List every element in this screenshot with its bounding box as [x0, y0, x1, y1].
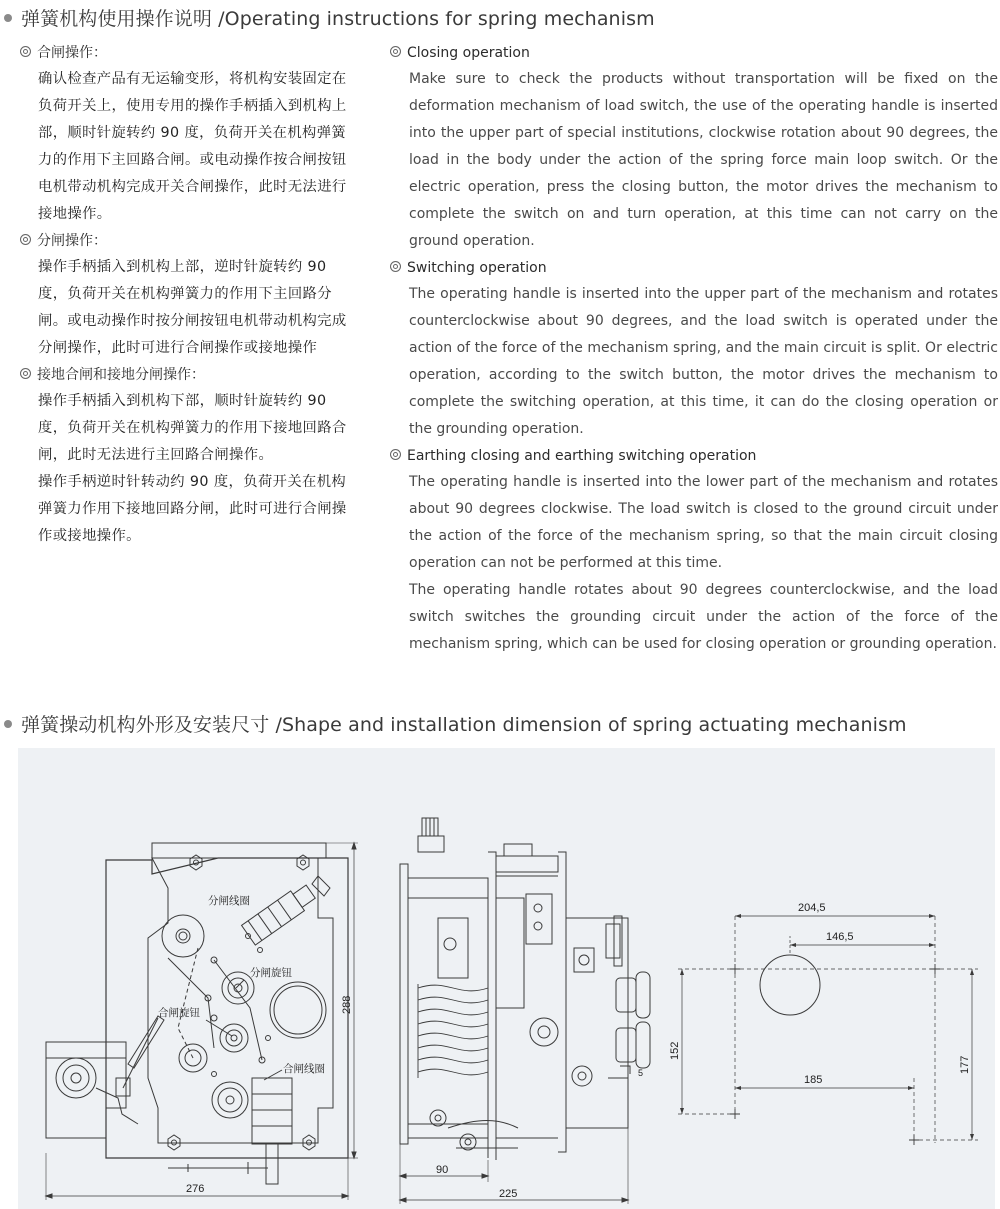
- cn-heading: [20, 228, 360, 254]
- cn-heading: [20, 362, 360, 388]
- front-view: [46, 843, 358, 1200]
- circle-bullet-icon: [390, 46, 401, 57]
- cn-paragraph: 操作手柄插入到机构上部，逆时针旋转约 90 度，负荷开关在机构弹簧力的作用下主回路分闸。或电动操作时按分闸按钮电机带动机构完成分闸操作，此时可进行合闸操作或接地操作: [38, 259, 347, 356]
- section-title-operating-instructions: [4, 4, 655, 31]
- cn-closing: [20, 40, 360, 228]
- label-open-knob: 分闸旋钮: [250, 967, 292, 979]
- cn-heading-text: 接地合闸和接地分闸操作：: [37, 367, 205, 383]
- bullet-icon: [4, 14, 12, 22]
- mechanism-drawing-svg: [18, 748, 995, 1209]
- cn-earthing: [20, 362, 360, 550]
- label-close-coil: 合闸线圈: [283, 1063, 325, 1075]
- circle-bullet-icon: [390, 261, 401, 272]
- dim-side-small: 5: [638, 1068, 644, 1078]
- en-paragraph: Make sure to check the products without transportation will be fixed on the deformation mechanism of load switch, the use of the operating handle is inserted into the upper part of special institutions, clockwise rotation about 90 degrees, the load in the body under the action of the spring force main loop switch. Or the electric operation, press the closing button, the motor drives the mechanism to complete the switch on and turn operation, at this time can not carry on the ground operation.: [409, 71, 998, 249]
- en-earthing: [390, 443, 998, 658]
- cn-paragraph: 操作手柄插入到机构下部，顺时针旋转约 90 度，负荷开关在机构弹簧力的作用下接地回路合闸，此时无法进行主回路合闸操作。: [38, 393, 347, 463]
- dim-mount-h2: 177: [959, 1055, 971, 1074]
- cn-paragraph: 确认检查产品有无运输变形，将机构安装固定在负荷开关上，使用专用的操作手柄插入到机构上部，顺时针旋转约 90 度，负荷开关在机构弹簧力的作用下主回路合闸。或电动操作按合闸按钮电机带动机构完成开关合闸操作，此时无法进行接地操作。: [38, 71, 347, 222]
- en-paragraph: The operating handle is inserted into the upper part of the mechanism and rotates counterclockwise about 90 degrees, and the load switch is operated under the action of the force of the mechanism spring, and the main circuit is split. Or electric operation, according to the switch button, the motor drives the mechanism to complete the switching operation, at this time, it can do the closing operation or the grounding operation.: [409, 286, 998, 437]
- en-closing: [390, 40, 998, 255]
- cn-heading-text: 合闸操作：: [37, 45, 107, 61]
- side-view: [400, 818, 650, 1204]
- label-trip-coil: 分闸线圈: [208, 895, 250, 907]
- en-heading: [390, 255, 998, 281]
- instructions-english: [390, 40, 998, 658]
- label-close-knob: 合闸旋钮: [158, 1007, 200, 1019]
- section-title-text: 弹簧机构使用操作说明 /Operating instructions for spring mechanism: [21, 8, 655, 30]
- circle-bullet-icon: [20, 368, 31, 379]
- mounting-pattern: [669, 902, 978, 1145]
- circle-bullet-icon: [390, 449, 401, 460]
- dim-front-height: 288: [341, 995, 353, 1014]
- cn-heading: [20, 40, 360, 66]
- en-switching: [390, 255, 998, 443]
- circle-bullet-icon: [20, 234, 31, 245]
- mounting-hole-icons: [730, 964, 940, 1145]
- en-heading-text: Closing operation: [407, 45, 530, 61]
- dim-side-depth: 90: [436, 1164, 449, 1176]
- circle-bullet-icon: [20, 46, 31, 57]
- en-heading: [390, 443, 998, 469]
- en-heading: [390, 40, 998, 66]
- dim-mount-w2: 146,5: [826, 931, 854, 943]
- en-heading-text: Earthing closing and earthing switching operation: [407, 448, 757, 464]
- dim-side-width: 225: [499, 1188, 518, 1200]
- mechanism-drawing: [18, 748, 995, 1209]
- instructions-chinese: [20, 40, 360, 550]
- dim-front-width: 276: [186, 1183, 205, 1195]
- cn-opening: [20, 228, 360, 362]
- section-title-text: 弹簧操动机构外形及安装尺寸 /Shape and installation dimension of spring actuating mechanism: [21, 714, 907, 736]
- en-paragraph: The operating handle is inserted into the lower part of the mechanism and rotates about 90 degrees clockwise. The load switch is closed to the ground circuit under the action of the force of the mechanism spring, so that the main circuit closing operation can not be performed at this time.: [409, 474, 998, 571]
- cn-paragraph: 操作手柄逆时针转动约 90 度，负荷开关在机构弹簧力作用下接地回路分闸，此时可进行合闸操作或接地操作。: [38, 474, 347, 544]
- dim-mount-h1: 152: [669, 1041, 681, 1060]
- dim-mount-w3: 185: [804, 1074, 823, 1086]
- en-paragraph: The operating handle rotates about 90 degrees counterclockwise, and the load switch switches the grounding circuit under the action of the force of the mechanism spring, which can be used for closing operation or grounding operation.: [409, 582, 998, 652]
- cn-heading-text: 分闸操作：: [37, 233, 107, 249]
- bullet-icon: [4, 720, 12, 728]
- en-heading-text: Switching operation: [407, 260, 547, 276]
- dim-mount-w1: 204,5: [798, 902, 826, 914]
- section-title-dimensions: [4, 710, 907, 737]
